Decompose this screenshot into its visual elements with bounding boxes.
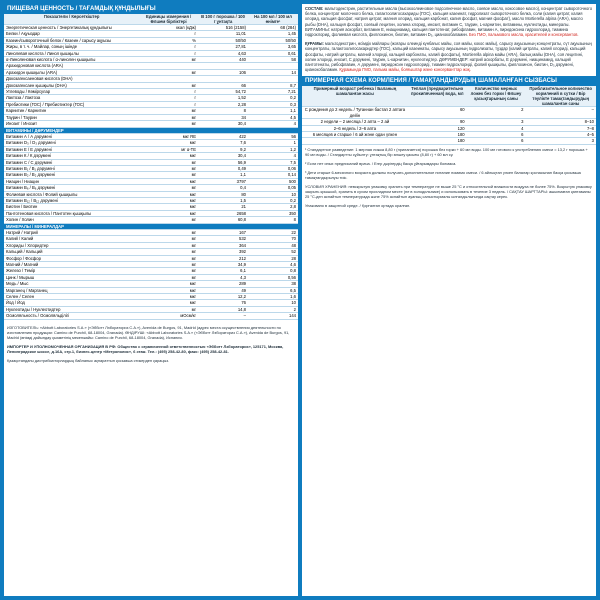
row-value: г bbox=[139, 50, 198, 56]
row-value: мкг bbox=[139, 204, 198, 210]
row-value: 0,06 bbox=[248, 165, 298, 171]
pack-text: Упаковано в защитной среде. / Қорғалған ортада оралған. bbox=[305, 202, 411, 208]
composition-kz-block bbox=[302, 39, 596, 74]
nutrition-header: На 100 мл / 100 мл өнімге¹ bbox=[248, 14, 298, 25]
row-value: мг bbox=[139, 274, 198, 280]
row-value: 8,7 bbox=[248, 82, 298, 88]
row-value: мг bbox=[139, 57, 198, 63]
feeding-header: Примерный возраст ребенка / Баланың шамаланған жасы bbox=[302, 86, 408, 107]
row-value: 4 bbox=[467, 125, 526, 131]
row-label: Витамин Е / Е дәрумені bbox=[4, 146, 139, 152]
row-label: Марганец / Марганец bbox=[4, 287, 139, 293]
row-value: 0,2 bbox=[248, 197, 298, 203]
row-label: Магний / Магний bbox=[4, 262, 139, 268]
composition-text: мальтодекстрин, растительные масла (высокоолеиновое подсолнечное масло, соевое масло, кокосовое масло), концентрат сывороточного белка, концентрат молочного белка, галактоолигосахариды (ГОС), кальция казеинат, гидролизат сывороточного белка, соли (калия цитрат, калия хлорид, кальция фосфат, натрия цитрат, магния хлорид, кальция карбонат, калия фосфат, магния фосфат), масло Mortierella alpina (ARA), масло рыбы (DHA), кальция фосфат, соевый лецитин, холина хлорид, инозит, витамин С, таурин, L-карнитин, витамины, нуклеотиды, минералы. ВИТАМИНЫ: натрия аскорбат, витамин Е, ниацинамид, кальция пантотенат, рибофлавин, витамин А, пиридоксина гидрохлорид, тиамина гидрохлорид, фолиевая кислота, филлохинон, биотин, витамин D₃, цианокобаламин. bbox=[305, 6, 593, 38]
note-2: ² Если нет иных предписаний врача. / Егер дәрігердің басқа ұйғарымдары болмаса. bbox=[305, 160, 457, 166]
row-label: Карнитин / Карнитин bbox=[4, 108, 139, 114]
importer-text: ИМПОРТЕР И УПОЛНОМОЧЕННАЯ ОРГАНИЗАЦИЯ В РФ: Общество с ограниченной ответственностью «Эбботт Лэбораториз», 125171, Москва, Ленинградское шоссе, д.16А, стр.1, бизнес-центр «Метрополис», 6 этаж. Тел.: (495) 258-42-80, факс: (495) 258-42-81. bbox=[7, 343, 284, 354]
row-label: Линолевая кислота / Линол қышқылы bbox=[4, 50, 139, 56]
row-value: 7–8 bbox=[525, 125, 596, 131]
row-value: 0,49 bbox=[198, 165, 248, 171]
row-value: мкг bbox=[139, 210, 198, 216]
row-value: 34 bbox=[198, 114, 248, 120]
row-value: – bbox=[525, 107, 596, 119]
row-value: 1 bbox=[248, 140, 298, 146]
feeding-header: Количество мерных ложек без горки / Өлшеу қасықтарының саны bbox=[467, 86, 526, 107]
row-value: мкг bbox=[139, 140, 198, 146]
row-label: Медь / Мыс bbox=[4, 281, 139, 287]
row-label: Докозагексаеновая кислота (DHA) bbox=[4, 76, 139, 82]
row-label: Пантотеновая кислота / Пантотен қышқылы bbox=[4, 210, 139, 216]
row-value: мкг bbox=[139, 197, 198, 203]
row-value: 27,81 bbox=[198, 44, 248, 50]
row-value: 52 bbox=[248, 249, 298, 255]
row-label: Калий / Калий bbox=[4, 236, 139, 242]
row-label: Казеин/сывороточный белок / Казеин / сарысу ақуызы bbox=[4, 37, 139, 43]
row-label: Витамин К / К дәрумені bbox=[4, 153, 139, 159]
row-value: мг bbox=[139, 172, 198, 178]
row-value: г bbox=[139, 31, 198, 37]
row-value: мОсм/кг bbox=[139, 313, 198, 319]
nutrition-header: Единицы измерения / Өлшем бірліктері bbox=[139, 14, 198, 25]
row-label: 6 месяцев и старше / 6 ай және одан үлкен bbox=[302, 132, 408, 138]
row-value: 2,28 bbox=[198, 101, 248, 107]
row-value: 80 bbox=[198, 191, 248, 197]
row-value: мг bbox=[139, 262, 198, 268]
row-value: 1,5 bbox=[198, 197, 248, 203]
row-value: 0,3 bbox=[248, 101, 298, 107]
note-1: ¹ Стандартное разведение: 1 мерная ложка 8,80 г (прилагается) порошка без горки + 60 мл воды. 100 мл готового к употреблению смеси = 13,2 г порошка + 90 мл воды. / Стандартты сұйылту: ұнтақтың бір өлшеу қасығы (8,80 г) + 60 мл су. bbox=[305, 146, 588, 157]
row-value: мг bbox=[139, 249, 198, 255]
composition-block bbox=[302, 4, 596, 39]
row-value: мг bbox=[139, 255, 198, 261]
row-value: ккал (кДж) bbox=[139, 25, 198, 31]
table-row bbox=[302, 138, 596, 144]
row-value: г bbox=[139, 89, 198, 95]
row-value: 54,72 bbox=[198, 89, 248, 95]
row-value: 22 bbox=[248, 230, 298, 236]
row-label: 2 недели – 2 месяца / 2 апта – 2 ай bbox=[302, 119, 408, 125]
kz-distributor-text: Қазақстандағы дистрибьюторлардың байланыс ақпараттын қосымша стикерден қараңыз. bbox=[7, 357, 170, 363]
row-value: 14,8 bbox=[198, 306, 248, 312]
row-value: 21 bbox=[198, 204, 248, 210]
row-value: мг bbox=[139, 230, 198, 236]
row-value: % bbox=[139, 37, 198, 43]
composition-kz-title: ҚҰРАМЫ: bbox=[305, 41, 324, 47]
row-label: Докозагексаен қышқылы (DHA) bbox=[4, 82, 139, 88]
row-value: 500 bbox=[248, 178, 298, 184]
row-label: Инозит / Инозит bbox=[4, 121, 139, 127]
composition-kz-text: мальтодекстрин, өсімдік майлары (жоғары олеинді күнбағыс майы, соя майы, кокос майы), сарысу ақуызының концентраты, сүт ақуызының концентраты, галактоолигосахаридтер (ГОС), кальций казеинаты, сарысу ақуызының гидролизаты, тұздар (калий цитраты, калий хлориді, кальций фосфаты, натрий цитраты, магний хлориді, кальций карбонаты, калий фосфаты), Mortierella alpina майы (ARA), балық майы (DHA), соя лецитині, холин хлориді, инозит, С дәрумені, таурин, L-карнитин, нуклеотидтер. ДӘРУМЕНДЕР: натрий аскорбаты, Е дәрумені, ниацинамид, кальций пантотенаты, рибофлавин, А дәрумені, пиридоксин гидрохлориді, тиамин гидрохлориді, фолий қышқылы, филлохинон, биотин, D₃ дәрумені, цианокобаламин. bbox=[305, 41, 592, 73]
row-value: 180 bbox=[408, 138, 467, 144]
row-value: 422 bbox=[198, 133, 248, 139]
row-value: 0,2 bbox=[248, 95, 298, 101]
feeding-header-row bbox=[302, 86, 596, 107]
row-label: Арахидоновая кислота (ARA) bbox=[4, 63, 139, 69]
row-value: 1,1 bbox=[198, 172, 248, 178]
row-value: 0,8 bbox=[248, 268, 298, 274]
row-label: Нуклеотиды / Нуклеотидтер bbox=[4, 306, 139, 312]
row-label: Йод / Йод bbox=[4, 300, 139, 306]
row-label: Таурин / Таурин bbox=[4, 114, 139, 120]
row-value: мг bbox=[139, 114, 198, 120]
row-value: 392 bbox=[198, 249, 248, 255]
row-value: 10 bbox=[248, 300, 298, 306]
row-value: 68 (284) bbox=[248, 25, 298, 31]
row-value: 516 (2158) bbox=[198, 25, 248, 31]
row-value: г bbox=[139, 101, 198, 107]
table-row bbox=[302, 107, 596, 119]
row-value: 1,6 bbox=[248, 294, 298, 300]
row-value: 4,5 bbox=[248, 114, 298, 120]
row-value: 76 bbox=[198, 300, 248, 306]
row-value: 7,21 bbox=[248, 89, 298, 95]
row-value: мг bbox=[139, 121, 198, 127]
row-value: 0,4 bbox=[198, 185, 248, 191]
nutrition-title: ПИЩЕВАЯ ЦЕННОСТЬ / ТАҒАМДЫҚ ҚҰНДЫЛЫҒЫ bbox=[4, 4, 298, 14]
row-value: 56,9 bbox=[198, 159, 248, 165]
row-value: 48 bbox=[248, 242, 298, 248]
row-value: мкг bbox=[139, 153, 198, 159]
feeding-title: ПРИМЕРНАЯ СХЕМА КОРМЛЕНИЯ / ТАМАҚТАНДЫРУДЫҢ ШАМАЛАНҒАН СЫЗБАСЫ bbox=[302, 76, 596, 86]
row-value: 1,2 bbox=[248, 146, 298, 152]
feeding-body bbox=[302, 107, 596, 144]
row-label: Ниацин / Ниацин bbox=[4, 178, 139, 184]
row-value: – bbox=[198, 313, 248, 319]
row-value: 289 bbox=[198, 281, 248, 287]
nutrition-body bbox=[4, 25, 298, 320]
note-3: ³ Дети старше 6-месячного возраста должны получать дополнительное питание помимо смеси. / 6 айлықтан үлкен балалар қоспасынан басқа қосымша тамақтандырылуы тиіс. bbox=[305, 169, 581, 180]
row-label: Витамин В₆ / В₆ дәрумені bbox=[4, 185, 139, 191]
row-value: мг bbox=[139, 159, 198, 165]
table-row bbox=[4, 313, 298, 319]
left-panel bbox=[4, 4, 298, 596]
row-value: 2,8 bbox=[248, 204, 298, 210]
row-value: мкг bbox=[139, 191, 198, 197]
row-value: 1,1 bbox=[248, 108, 298, 114]
row-value: 3 bbox=[525, 138, 596, 144]
row-value: 4,63 bbox=[198, 50, 248, 56]
row-value: 2 bbox=[248, 306, 298, 312]
row-value: 58 bbox=[248, 57, 298, 63]
row-label: Фолиевая кислота / Фолий қышқылы bbox=[4, 191, 139, 197]
row-label: Холин / Холин bbox=[4, 217, 139, 223]
row-value: 0,14 bbox=[248, 172, 298, 178]
row-value: 144 bbox=[248, 313, 298, 319]
row-value: 60,8 bbox=[198, 217, 248, 223]
row-value: 90 bbox=[408, 119, 467, 125]
row-value: 3,65 bbox=[248, 44, 298, 50]
row-value: 212 bbox=[198, 255, 248, 261]
maker-text: ИЗГОТОВИТЕЛЬ: «Abbott Laboratories S.A.» («Эбботт Лэбораториз С.А.»), Avenida de Burgos, 91, Madrid (адрес места осуществления деятельности по изготовлению продукции: Camino de Purchil, 68-18004, Granada). ӨНДІРУШІ: «Abbott Laboratories S.A.» («Эбботт Лэбораториз С.А.»), Avenida de Burgos, 91, Madrid (өнімді дайындау қызметінің мекенжайы: Camino de Purchil, 68-18004, Granada), Испания. bbox=[7, 324, 290, 340]
row-value: 12,2 bbox=[198, 294, 248, 300]
row-value: 8–10 bbox=[525, 119, 596, 125]
row-value: 30,4 bbox=[198, 153, 248, 159]
row-value: 1,52 bbox=[198, 95, 248, 101]
row-value: 7,6 bbox=[198, 140, 248, 146]
row-value: мг α-TE bbox=[139, 146, 198, 152]
row-value: 56 bbox=[248, 133, 298, 139]
storage-text: УСЛОВИЯ ХРАНЕНИЯ: невскрытую упаковку хранить при температуре не выше 25 °С и относительной влажности воздуха не более 75%. Вскрытую упаковку закрыть крышкой, хранить в сухом прохладном месте (не в холодильнике) и использовать в течение 3 недель. / САҚТАУ ШАРТТАРЫ: ашылмаған қаптаманы 25 °С-ден аспайтын температурада және 75% аспайтын ауаның салыстырмалы ылғалдылығында сақтау керек. bbox=[305, 183, 592, 199]
row-value: мкг bbox=[139, 300, 198, 306]
row-value: 1,45 bbox=[248, 31, 298, 37]
row-value: 106 bbox=[198, 69, 248, 75]
row-value: 3797 bbox=[198, 178, 248, 184]
row-value: 60 bbox=[408, 107, 467, 119]
row-value: 180 bbox=[408, 132, 467, 138]
row-label: Энергетическая ценность / Энергетикалық құндылығы bbox=[4, 25, 139, 31]
feeding-header: Приблизительное количество кормлений в сутки / Бір тәулікте тамақтандырудың шамаланған саны bbox=[525, 86, 596, 107]
row-value: 50/50 bbox=[248, 37, 298, 43]
row-value: 7,5 bbox=[248, 159, 298, 165]
row-label: Витамин В₁ / В₁ дәрумені bbox=[4, 165, 139, 171]
row-label: Кальций / Кальций bbox=[4, 249, 139, 255]
row-label: Натрий / Натрий bbox=[4, 230, 139, 236]
feeding-table bbox=[302, 86, 596, 144]
row-value: 6,1 bbox=[198, 268, 248, 274]
row-label: Железо / Темір bbox=[4, 268, 139, 274]
row-value: 4,3 bbox=[198, 274, 248, 280]
row-value: г bbox=[139, 44, 198, 50]
nutrition-header: В 100 г порошка / 100 г ұнтақта bbox=[198, 14, 248, 25]
row-value: 3 bbox=[467, 119, 526, 125]
row-value: 8 bbox=[248, 217, 298, 223]
row-label: Витамин С / С дәрумені bbox=[4, 159, 139, 165]
row-value: 38 bbox=[248, 281, 298, 287]
right-panel bbox=[302, 4, 596, 596]
row-value: 2658 bbox=[198, 210, 248, 216]
row-label: Витамин D₃ / D₃ дәрумені bbox=[4, 140, 139, 146]
composition-kz-warning: Құрамында ГМО, пальма майы, бояғыштар және консерванттар жоқ. bbox=[339, 67, 471, 73]
row-value: мг bbox=[139, 306, 198, 312]
row-value: 8 bbox=[198, 108, 248, 114]
row-value: мкг bbox=[139, 294, 198, 300]
row-value: 167 bbox=[198, 230, 248, 236]
row-value: 0,61 bbox=[248, 50, 298, 56]
row-value: 49 bbox=[198, 287, 248, 293]
row-label: Лактоза / Лактоза bbox=[4, 95, 139, 101]
row-label: Углеводы / Көмірсулар bbox=[4, 89, 139, 95]
row-value: 6 bbox=[467, 132, 526, 138]
feeding-header: Теплая (предварительно прокипяченная) вода, мл bbox=[408, 86, 467, 107]
row-value: 350 bbox=[248, 210, 298, 216]
row-value: 50/50 bbox=[198, 37, 248, 43]
row-value: 11,01 bbox=[198, 31, 248, 37]
row-value: мкг bbox=[139, 287, 198, 293]
row-value: г bbox=[139, 95, 198, 101]
row-value: 28 bbox=[248, 255, 298, 261]
row-value: 14 bbox=[248, 69, 298, 75]
row-value: мг bbox=[139, 108, 198, 114]
row-label: Фосфор / Фосфор bbox=[4, 255, 139, 261]
row-value: 6,5 bbox=[248, 287, 298, 293]
row-label: Белки / Ақуыздар bbox=[4, 31, 139, 37]
row-value: 120 bbox=[408, 125, 467, 131]
row-value: мг bbox=[139, 165, 198, 171]
row-label: Пребиотики (ГОС) / Пребиотиктер (ГОС) bbox=[4, 101, 139, 107]
row-label: Осмоляльность / Осмоляльділігі bbox=[4, 313, 139, 319]
row-value: 4 bbox=[248, 153, 298, 159]
row-value: 10 bbox=[248, 191, 298, 197]
row-value: 4 bbox=[248, 121, 298, 127]
row-value: 9,2 bbox=[198, 146, 248, 152]
row-value: 34,9 bbox=[198, 262, 248, 268]
row-value: мг bbox=[139, 217, 198, 223]
row-label: Витамин А / А дәрумені bbox=[4, 133, 139, 139]
row-value: мг bbox=[139, 82, 198, 88]
row-label: Витамин В₂ / В₂ дәрумені bbox=[4, 172, 139, 178]
row-label: α-Линоленовая кислота / α-линолен қышқылы bbox=[4, 57, 139, 63]
row-value: 0,05 bbox=[248, 185, 298, 191]
row-label: Арахидон қышқылы (ARA) bbox=[4, 69, 139, 75]
row-value: 30,4 bbox=[198, 121, 248, 127]
row-label: Витамин В₁₂ / В₁₂ дәрумені bbox=[4, 197, 139, 203]
row-value: 70 bbox=[248, 236, 298, 242]
row-value: 440 bbox=[198, 57, 248, 63]
composition-title: СОСТАВ: bbox=[305, 6, 324, 11]
row-label: Селен / Селен bbox=[4, 294, 139, 300]
row-value: 4–5 bbox=[525, 132, 596, 138]
row-value: мкг bbox=[139, 281, 198, 287]
row-label: С рождения до 2 недель / Туғаннан бастап 2 аптаға дейін bbox=[302, 107, 408, 119]
row-value: 66 bbox=[198, 82, 248, 88]
row-label: Жиры, в т. ч. / Майлар, соның ішінде bbox=[4, 44, 139, 50]
row-value: 6 bbox=[467, 138, 526, 144]
row-value: мг bbox=[139, 69, 198, 75]
section-title: МИНЕРАЛЫ / МИНЕРАЛДАР bbox=[4, 223, 298, 229]
nutrition-header-row bbox=[4, 14, 298, 25]
row-value: 364 bbox=[198, 242, 248, 248]
row-label: Цинк / Мырыш bbox=[4, 274, 139, 280]
row-value: 2 bbox=[467, 107, 526, 119]
row-value: 4,6 bbox=[248, 262, 298, 268]
row-value: мг bbox=[139, 236, 198, 242]
row-value: 0,56 bbox=[248, 274, 298, 280]
row-value: мг bbox=[139, 242, 198, 248]
row-value: мг bbox=[139, 268, 198, 274]
row-label: Биотин / Биотин bbox=[4, 204, 139, 210]
row-value: мг bbox=[139, 185, 198, 191]
composition-warning: Без ГМО, пальмового масла, красителей и консервантов. bbox=[469, 32, 579, 38]
row-label: 2–6 недель / 2–6 апта bbox=[302, 125, 408, 131]
nutrition-table bbox=[4, 14, 298, 320]
row-label bbox=[302, 138, 408, 144]
row-value: мкг RE bbox=[139, 133, 198, 139]
section-title: ВИТАМИНЫ / ДӘРУМЕНДЕР bbox=[4, 127, 298, 133]
row-value: 532 bbox=[198, 236, 248, 242]
row-value: мкг bbox=[139, 178, 198, 184]
nutrition-header: Показатели / Көрсеткіштер bbox=[4, 14, 139, 25]
row-label: Хлориды / Хлоридтер bbox=[4, 242, 139, 248]
